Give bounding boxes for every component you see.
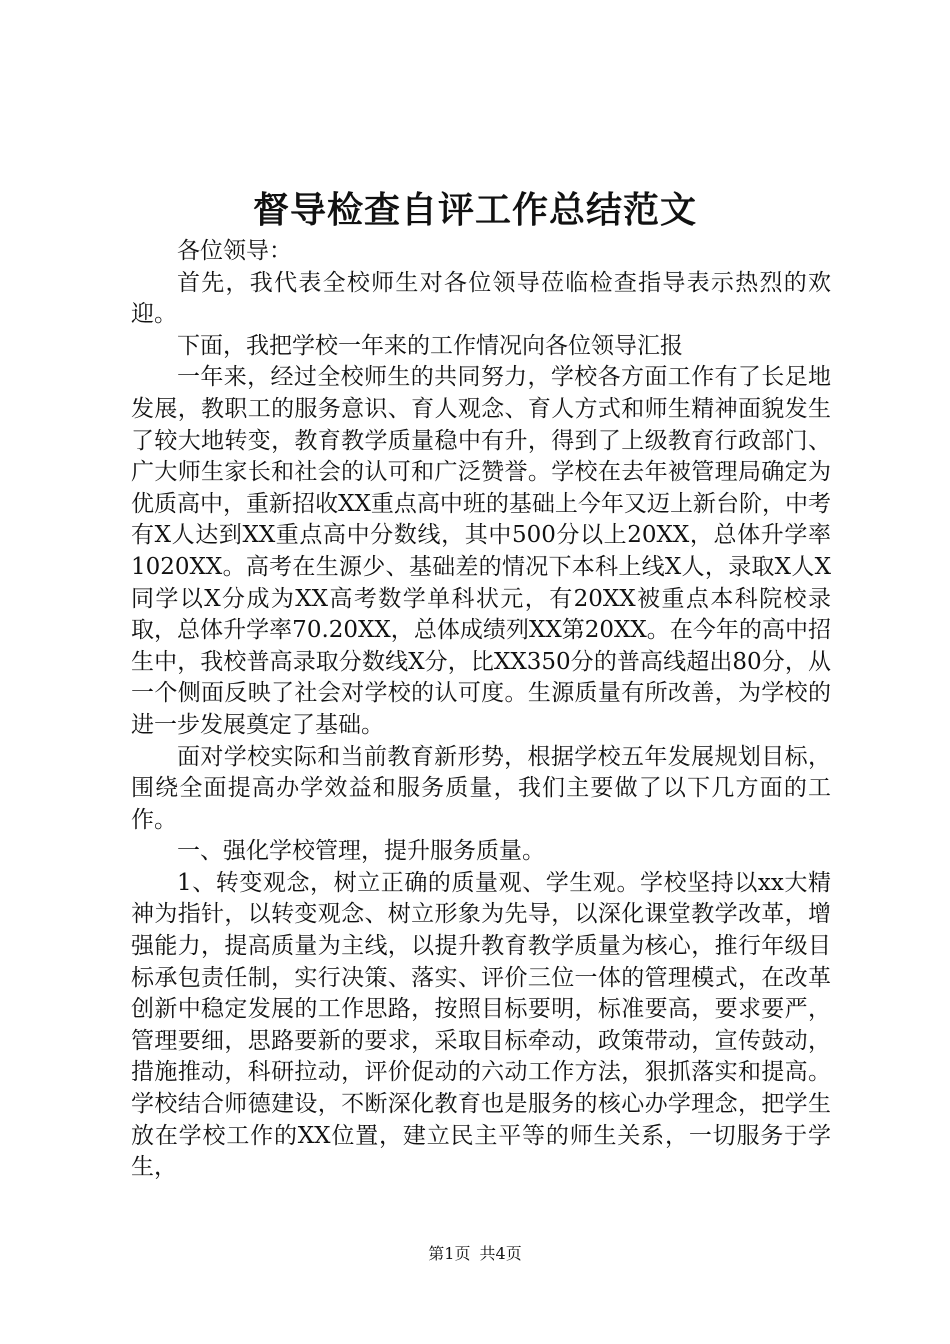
report-intro-paragraph: 下面，我把学校一年来的工作情况向各位领导汇报 — [177, 332, 683, 359]
welcome-paragraph: 首先，我代表全校师生对各位领导莅临检查指导表示热烈的欢迎。 — [131, 269, 831, 328]
document-body — [131, 236, 831, 1184]
page-footer — [0, 1244, 950, 1264]
salutation-paragraph: 各位领导： — [177, 238, 292, 264]
achievements-paragraph: 一年来，经过全校师生的共同努力，学校各方面工作有了长足地发展，教职工的服务意识、育人观念、育人方式和师生精神面貌发生了较大地转变，教育教学质量稳中有升，得到了上级教育行政部门、广大师生家长和社会的认可和广泛赞誉。学校在去年被管理局确定为优质高中，重新招收XX重点高中班的基础上今年又迈上新台阶，中考有X人达到XX重点高中分数线，其中500分以上20XX，总体升学率1020XX。高考在生源少、基础差的情况下本科上线X人，录取X人X同学以X分成为XX高考数学单科状元，有20XX被重点本科院校录取，总体升学率70.20XX，总体成绩列XX第20XX。在今年的高中招生中，我校普高录取分数线X分，比XX350分的普高线超出80分，从一个侧面反映了社会对学校的认可度。生源质量有所改善，为学校的进一步发展奠定了基础。 — [131, 364, 831, 738]
document-title: 督导检查自评工作总结范文 — [252, 189, 697, 231]
work-overview-paragraph: 面对学校实际和当前教育新形势，根据学校五年发展规划目标，围绕全面提高办学效益和服务质量，我们主要做了以下几方面的工作。 — [131, 743, 831, 833]
item-1-paragraph: 1、转变观念，树立正确的质量观、学生观。学校坚持以xx大精神为指针，以转变观念、树立形象为先导，以深化课堂教学改革，增强能力，提高质量为主线，以提升教育教学质量为核心，推行年级目标承包责任制，实行决策、落实、评价三位一体的管理模式，在改革创新中稳定发展的工作思路，按照目标要明，标准要高，要求要严，管理要细，思路要新的要求，采取目标牵动，政策带动，宣传鼓动，措施推动，科研拉动，评价促动的六动工作方法，狠抓落实和提高。学校结合师德建设，不断深化教育也是服务的核心办学理念，把学生放在学校工作的XX位置，建立民主平等的师生关系，一切服务于学生， — [131, 869, 831, 1181]
page-total: 共4页 — [479, 1244, 522, 1263]
section-heading: 一、强化学校管理，提升服务质量。 — [177, 838, 545, 865]
page-number: 第1页 — [428, 1244, 471, 1263]
